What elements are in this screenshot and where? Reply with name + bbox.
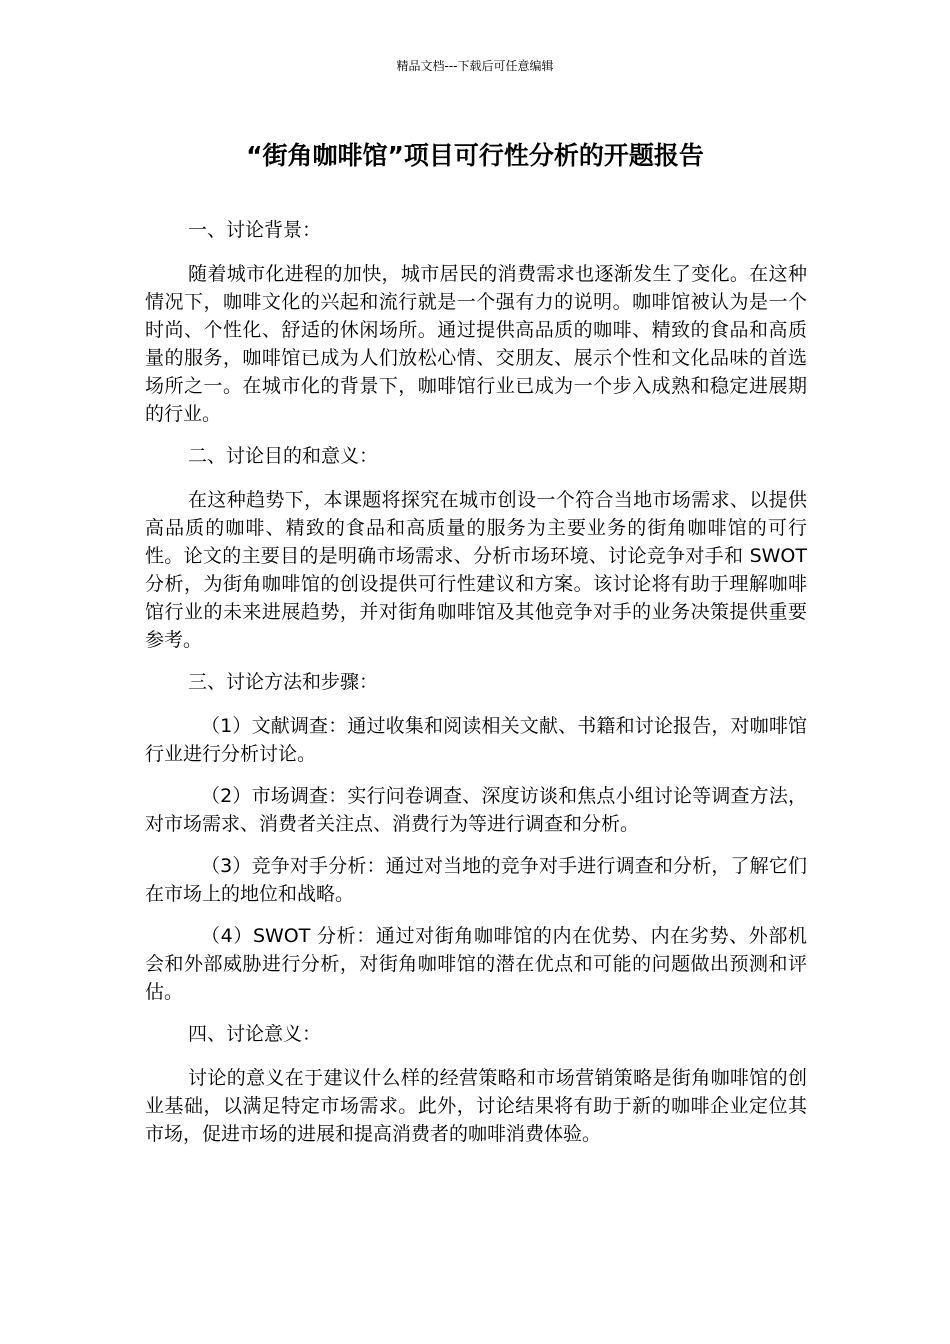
section-heading-purpose: 二、讨论目的和意义： [188, 445, 379, 467]
section-heading-background: 一、讨论背景： [188, 219, 322, 241]
method-item-swot: （4）SWOT 分析：通过对街角咖啡馆的内在优势、内在劣势、外部机会和外部威胁进行分析，对街角咖啡馆的潜在优点和可能的问题做出预测和评估。 [145, 925, 807, 1003]
paragraph-purpose: 在这种趋势下，本课题将探究在城市创设一个符合当地市场需求、以提供高品质的咖啡、精致的食品和高质量的服务为主要业务的街角咖啡馆的可行性。论文的主要目的是明确市场需求、分析市场环境、讨论竞争对手和 SWOT 分析，为街角咖啡馆的创设提供可行性建议和方案。该讨论将有助于理解咖啡馆行业的未来进展趋势，并对街角咖啡馆及其他竞争对手的业务决策提供重要参考。 [145, 489, 807, 651]
method-item-market-survey: （2）市场调查：实行问卷调查、深度访谈和焦点小组讨论等调查方法，对市场需求、消费者关注点、消费行为等进行调查和分析。 [145, 785, 807, 835]
paragraph-significance: 讨论的意义在于建议什么样的经营策略和市场营销策略是街角咖啡馆的创业基础，以满足特定市场需求。此外，讨论结果将有助于新的咖啡企业定位其市场，促进市场的进展和提高消费者的咖啡消费体验。 [145, 1067, 807, 1145]
section-heading-methods: 三、讨论方法和步骤： [188, 671, 379, 693]
method-item-literature: （1）文献调查：通过收集和阅读相关文献、书籍和讨论报告，对咖啡馆行业进行分析讨论。 [145, 715, 807, 765]
method-item-competitor-analysis: （3）竞争对手分析：通过对当地的竞争对手进行调查和分析，了解它们在市场上的地位和战略。 [145, 855, 807, 905]
header-note: 精品文档---下载后可任意编辑 [396, 59, 554, 73]
paragraph-background: 随着城市化进程的加快，城市居民的消费需求也逐渐发生了变化。在这种情况下，咖啡文化的兴起和流行就是一个强有力的说明。咖啡馆被认为是一个时尚、个性化、舒适的休闲场所。通过提供高品质的咖啡、精致的食品和高质量的服务，咖啡馆已成为人们放松心情、交朋友、展示个性和文化品味的首选场所之一。在城市化的背景下，咖啡馆行业已成为一个步入成熟和稳定进展期的行业。 [145, 263, 807, 425]
section-heading-significance: 四、讨论意义： [188, 1023, 322, 1045]
document-body [145, 216, 807, 1162]
document-title: “街角咖啡馆”项目可行性分析的开题报告 [246, 141, 704, 170]
